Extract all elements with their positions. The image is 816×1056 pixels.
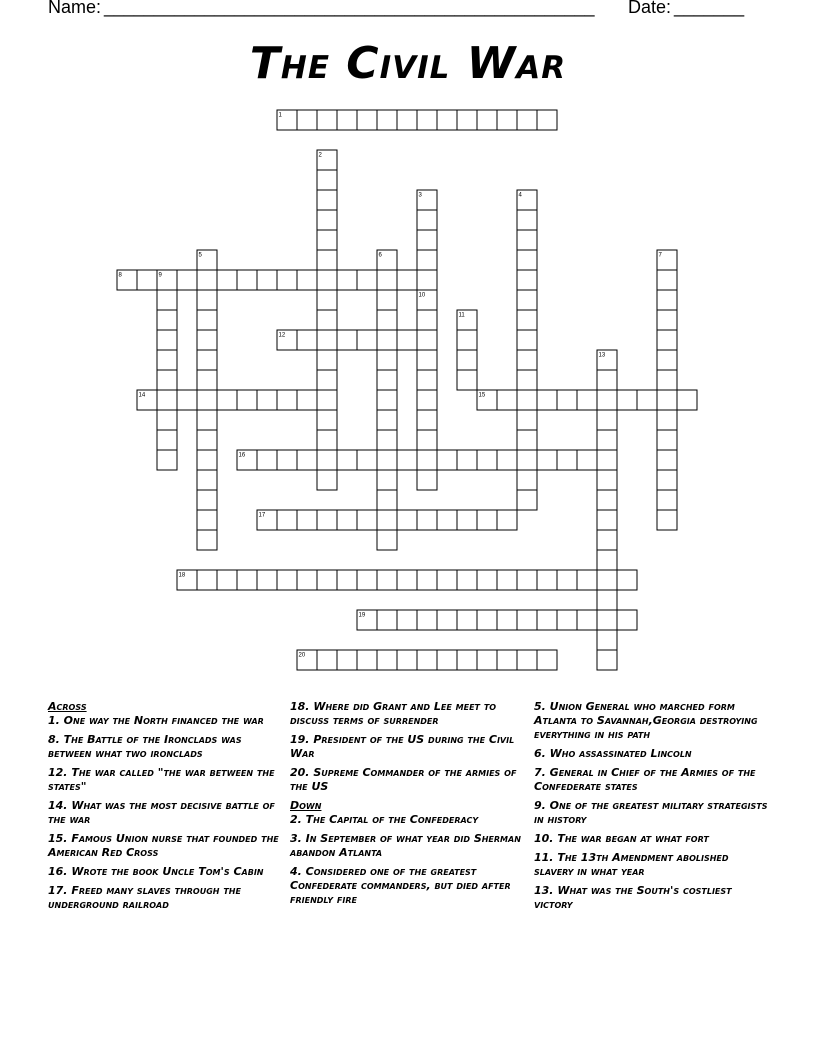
grid-cell[interactable] <box>277 390 297 410</box>
clue-down-6: 6. Who assassinated Lincoln <box>534 747 692 760</box>
grid-cell[interactable] <box>597 570 617 590</box>
grid-cell[interactable] <box>157 390 177 410</box>
grid-cell[interactable] <box>357 570 377 590</box>
grid-cell[interactable] <box>657 330 677 350</box>
grid-cell[interactable] <box>617 390 637 410</box>
grid-cell[interactable] <box>557 610 577 630</box>
grid-cell[interactable] <box>437 610 457 630</box>
grid-cell[interactable] <box>377 390 397 410</box>
clue-across-17: 17. Freed many slaves through the underground railroad <box>48 884 241 911</box>
grid-cell[interactable] <box>377 570 397 590</box>
cell-number: 4 <box>518 192 522 199</box>
grid-cell[interactable] <box>457 570 477 590</box>
grid-cell[interactable] <box>597 630 617 650</box>
cell-number: 3 <box>418 192 422 199</box>
grid-cell[interactable] <box>497 390 517 410</box>
grid-cell[interactable] <box>197 330 217 350</box>
grid-cell[interactable] <box>597 470 617 490</box>
grid-cell[interactable] <box>477 510 497 530</box>
grid-cell[interactable] <box>377 270 397 290</box>
grid-cell[interactable] <box>597 610 617 630</box>
cell-number: 16 <box>238 452 246 459</box>
clue-down-9: 9. One of the greatest military strategists in history <box>534 799 768 826</box>
clue-down-13: 13. What was the South's costliest victory <box>534 884 732 911</box>
grid-cell[interactable] <box>397 610 417 630</box>
grid-cell[interactable] <box>517 470 537 490</box>
grid-cell[interactable] <box>497 450 517 470</box>
name-blank[interactable]: _________________________________________________ <box>104 0 595 17</box>
grid-cell[interactable] <box>517 490 537 510</box>
grid-cell[interactable] <box>597 410 617 430</box>
name-label: Name: <box>48 0 102 17</box>
grid-cell[interactable] <box>297 510 317 530</box>
grid-cell[interactable] <box>337 330 357 350</box>
grid-cell[interactable] <box>597 590 617 610</box>
clues-column-1 <box>48 700 280 917</box>
grid-cell[interactable] <box>197 290 217 310</box>
grid-cell[interactable] <box>157 350 177 370</box>
cell-number: 2 <box>318 152 322 159</box>
grid-cell[interactable] <box>517 410 537 430</box>
grid-cell[interactable] <box>397 650 417 670</box>
grid-cell[interactable] <box>477 110 497 130</box>
grid-cell[interactable] <box>237 570 257 590</box>
clue-down-5: 5. Union General who marched form Atlanta to Savannah,Georgia destroying everything in his path <box>534 700 758 741</box>
clue-across-12: 12. The war called "the war between the states" <box>48 766 275 793</box>
grid-cell[interactable] <box>657 350 677 370</box>
grid-cell[interactable] <box>217 270 237 290</box>
grid-cell[interactable] <box>417 430 437 450</box>
grid-cell[interactable] <box>537 570 557 590</box>
grid-cell[interactable] <box>237 390 257 410</box>
grid-cell[interactable] <box>197 310 217 330</box>
grid-cell[interactable] <box>317 290 337 310</box>
grid-cell[interactable] <box>577 570 597 590</box>
grid-cell[interactable] <box>517 430 537 450</box>
grid-cell[interactable] <box>337 650 357 670</box>
grid-cell[interactable] <box>477 570 497 590</box>
cell-number: 1 <box>278 112 282 119</box>
grid-cell[interactable] <box>517 370 537 390</box>
grid-cell[interactable] <box>177 270 197 290</box>
grid-cell[interactable] <box>397 570 417 590</box>
grid-cell[interactable] <box>277 570 297 590</box>
grid-cell[interactable] <box>217 570 237 590</box>
grid-cell[interactable] <box>377 490 397 510</box>
grid-cell[interactable] <box>557 450 577 470</box>
grid-cell[interactable] <box>537 390 557 410</box>
grid-cell[interactable] <box>317 450 337 470</box>
grid-cell[interactable] <box>417 610 437 630</box>
grid-cell[interactable] <box>457 330 477 350</box>
grid-cell[interactable] <box>457 110 477 130</box>
grid-cell[interactable] <box>317 330 337 350</box>
grid-cell[interactable] <box>577 610 597 630</box>
grid-cell[interactable] <box>437 450 457 470</box>
grid-cell[interactable] <box>597 530 617 550</box>
cell-number: 18 <box>178 572 186 579</box>
grid-cell[interactable] <box>317 190 337 210</box>
grid-cell[interactable] <box>517 610 537 630</box>
clues-column-3 <box>534 700 770 917</box>
grid-cell[interactable] <box>517 650 537 670</box>
grid-cell[interactable] <box>197 410 217 430</box>
grid-cell[interactable] <box>377 470 397 490</box>
grid-cell[interactable] <box>517 230 537 250</box>
grid-cell[interactable] <box>377 450 397 470</box>
grid-cell[interactable] <box>377 290 397 310</box>
grid-cell[interactable] <box>437 570 457 590</box>
grid-cell[interactable] <box>337 570 357 590</box>
grid-cell[interactable] <box>357 110 377 130</box>
grid-cell[interactable] <box>317 230 337 250</box>
grid-cell[interactable] <box>417 330 437 350</box>
down-heading: Down <box>290 799 322 812</box>
grid-cell[interactable] <box>337 270 357 290</box>
across-heading: Across <box>48 700 87 713</box>
grid-cell[interactable] <box>317 370 337 390</box>
grid-cell[interactable] <box>197 270 217 290</box>
grid-cell[interactable] <box>657 510 677 530</box>
grid-cell[interactable] <box>377 510 397 530</box>
grid-cell[interactable] <box>317 310 337 330</box>
grid-cell[interactable] <box>217 390 237 410</box>
grid-cell[interactable] <box>377 610 397 630</box>
grid-cell[interactable] <box>597 430 617 450</box>
cell-number: 15 <box>478 392 486 399</box>
clues-section <box>48 700 768 950</box>
grid-cell[interactable] <box>237 270 257 290</box>
page-title: The Civil War <box>249 38 567 89</box>
grid-cell[interactable] <box>417 350 437 370</box>
grid-cell[interactable] <box>657 410 677 430</box>
grid-cell[interactable] <box>517 330 537 350</box>
clue-down-3: 3. In September of what year did Sherman abandon Atlanta <box>290 832 521 859</box>
grid-cell[interactable] <box>157 430 177 450</box>
cell-number: 8 <box>118 272 122 279</box>
grid-cell[interactable] <box>497 510 517 530</box>
grid-cell[interactable] <box>397 450 417 470</box>
grid-cell[interactable] <box>377 350 397 370</box>
grid-cell[interactable] <box>477 610 497 630</box>
grid-cell[interactable] <box>317 250 337 270</box>
clue-across-18: 18. Where did Grant and Lee meet to discuss terms of surrender <box>290 700 497 727</box>
grid-cell[interactable] <box>257 450 277 470</box>
grid-cell[interactable] <box>657 490 677 510</box>
grid-cell[interactable] <box>317 110 337 130</box>
grid-cell[interactable] <box>297 110 317 130</box>
grid-cell[interactable] <box>657 310 677 330</box>
grid-cell[interactable] <box>537 450 557 470</box>
grid-cell[interactable] <box>197 510 217 530</box>
grid-cell[interactable] <box>297 390 317 410</box>
clues-column-2 <box>290 700 528 912</box>
grid-cell[interactable] <box>337 510 357 530</box>
grid-cell[interactable] <box>517 210 537 230</box>
grid-cell[interactable] <box>537 650 557 670</box>
grid-cell[interactable] <box>657 390 677 410</box>
grid-cell[interactable] <box>197 390 217 410</box>
grid-cell[interactable] <box>377 310 397 330</box>
grid-cell[interactable] <box>657 470 677 490</box>
grid-cell[interactable] <box>297 450 317 470</box>
grid-cell[interactable] <box>417 390 437 410</box>
grid-cell[interactable] <box>517 110 537 130</box>
grid-cell[interactable] <box>317 350 337 370</box>
grid-cell[interactable] <box>597 650 617 670</box>
grid-cell[interactable] <box>157 330 177 350</box>
grid-cell[interactable] <box>657 450 677 470</box>
cell-number: 5 <box>198 252 202 259</box>
grid-cell[interactable] <box>457 350 477 370</box>
grid-cell[interactable] <box>317 410 337 430</box>
grid-cell[interactable] <box>457 610 477 630</box>
grid-cell[interactable] <box>377 650 397 670</box>
cell-number: 14 <box>138 392 146 399</box>
clue-across-20: 20. Supreme Commander of the armies of the US <box>290 766 517 793</box>
grid-cell[interactable] <box>157 370 177 390</box>
grid-cell[interactable] <box>497 610 517 630</box>
grid-cell[interactable] <box>317 430 337 450</box>
grid-cell[interactable] <box>617 570 637 590</box>
grid-cell[interactable] <box>377 370 397 390</box>
grid-cell[interactable] <box>417 650 437 670</box>
cell-number: 11 <box>458 312 465 319</box>
grid-cell[interactable] <box>197 370 217 390</box>
grid-cell[interactable] <box>317 470 337 490</box>
grid-cell[interactable] <box>137 270 157 290</box>
grid-cell[interactable] <box>277 510 297 530</box>
grid-cell[interactable] <box>457 450 477 470</box>
grid-cell[interactable] <box>417 370 437 390</box>
cell-number: 13 <box>598 352 606 359</box>
grid-cell[interactable] <box>417 470 437 490</box>
grid-cell[interactable] <box>617 610 637 630</box>
grid-cell[interactable] <box>257 390 277 410</box>
grid-cell[interactable] <box>417 210 437 230</box>
grid-cell[interactable] <box>317 210 337 230</box>
grid-cell[interactable] <box>597 510 617 530</box>
clue-across-8: 8. The Battle of the Ironclads was between what two ironclads <box>48 733 242 760</box>
grid-cell[interactable] <box>417 510 437 530</box>
grid-cell[interactable] <box>417 250 437 270</box>
grid-cell[interactable] <box>457 370 477 390</box>
grid-cell[interactable] <box>317 570 337 590</box>
grid-cell[interactable] <box>177 390 197 410</box>
grid-cell[interactable] <box>377 430 397 450</box>
grid-cell[interactable] <box>197 450 217 470</box>
grid-cell[interactable] <box>157 310 177 330</box>
grid-cell[interactable] <box>297 570 317 590</box>
grid-cell[interactable] <box>337 110 357 130</box>
grid-cell[interactable] <box>597 550 617 570</box>
grid-cell[interactable] <box>397 110 417 130</box>
clue-across-16: 16. Wrote the book Uncle Tom's Cabin <box>48 865 264 878</box>
grid-cell[interactable] <box>197 430 217 450</box>
grid-cell[interactable] <box>657 430 677 450</box>
grid-cell[interactable] <box>677 390 697 410</box>
grid-cell[interactable] <box>397 330 417 350</box>
date-label: Date: <box>628 0 672 17</box>
grid-cell[interactable] <box>557 390 577 410</box>
grid-cell[interactable] <box>457 650 477 670</box>
clue-down-11: 11. The 13th Amendment abolished slavery in what year <box>534 851 729 878</box>
grid-cell[interactable] <box>357 330 377 350</box>
grid-cell[interactable] <box>357 270 377 290</box>
date-blank[interactable]: _______ <box>674 0 745 17</box>
cell-number: 6 <box>378 252 382 259</box>
cell-number: 12 <box>278 332 286 339</box>
grid-cell[interactable] <box>297 330 317 350</box>
grid-cell[interactable] <box>337 450 357 470</box>
grid-cell[interactable] <box>317 510 337 530</box>
grid-cell[interactable] <box>297 270 317 290</box>
grid-cell[interactable] <box>417 230 437 250</box>
grid-cell[interactable] <box>317 650 337 670</box>
grid-cell[interactable] <box>397 270 417 290</box>
grid-cell[interactable] <box>597 490 617 510</box>
grid-cell[interactable] <box>197 470 217 490</box>
clue-across-14: 14. What was the most decisive battle of the war <box>48 799 275 826</box>
clue-across-15: 15. Famous Union nurse that founded the American Red Cross <box>48 832 279 859</box>
grid-cell[interactable] <box>437 110 457 130</box>
clue-down-10: 10. The war began at what fort <box>534 832 709 845</box>
grid-cell[interactable] <box>597 450 617 470</box>
grid-cell[interactable] <box>477 450 497 470</box>
grid-cell[interactable] <box>317 390 337 410</box>
grid-cell[interactable] <box>417 270 437 290</box>
clue-down-7: 7. General in Chief of the Armies of the Confederate states <box>534 766 756 793</box>
cell-number: 19 <box>358 612 366 619</box>
grid-cell[interactable] <box>277 270 297 290</box>
clue-across-19: 19. President of the US during the Civil War <box>290 733 515 760</box>
grid-cell[interactable] <box>657 290 677 310</box>
grid-cell[interactable] <box>517 350 537 370</box>
grid-cell[interactable] <box>437 650 457 670</box>
grid-cell[interactable] <box>517 570 537 590</box>
grid-cell[interactable] <box>537 610 557 630</box>
grid-cell[interactable] <box>377 410 397 430</box>
grid-cell[interactable] <box>437 510 457 530</box>
grid-cell[interactable] <box>357 450 377 470</box>
grid-cell[interactable] <box>517 450 537 470</box>
clue-down-2: 2. The Capital of the Confederacy <box>290 813 479 826</box>
cell-number: 9 <box>158 272 162 279</box>
grid-cell[interactable] <box>597 390 617 410</box>
grid-cell[interactable] <box>257 570 277 590</box>
grid-cell[interactable] <box>557 570 577 590</box>
grid-cell[interactable] <box>357 650 377 670</box>
grid-cell[interactable] <box>277 450 297 470</box>
grid-cell[interactable] <box>397 510 417 530</box>
grid-cell[interactable] <box>197 350 217 370</box>
grid-cell[interactable] <box>657 270 677 290</box>
grid-cell[interactable] <box>577 450 597 470</box>
grid-cell[interactable] <box>417 570 437 590</box>
grid-cell[interactable] <box>457 510 477 530</box>
grid-cell[interactable] <box>517 310 537 330</box>
grid-cell[interactable] <box>637 390 657 410</box>
grid-cell[interactable] <box>417 410 437 430</box>
grid-cell[interactable] <box>417 450 437 470</box>
grid-cell[interactable] <box>357 510 377 530</box>
clue-across-1: 1. One way the North financed the war <box>48 714 264 727</box>
grid-cell[interactable] <box>377 330 397 350</box>
grid-cell[interactable] <box>377 530 397 550</box>
cell-number: 10 <box>418 292 426 299</box>
grid-cell[interactable] <box>257 270 277 290</box>
grid-cell[interactable] <box>317 270 337 290</box>
grid-cell[interactable] <box>497 110 517 130</box>
grid-cell[interactable] <box>157 410 177 430</box>
grid-cell[interactable] <box>517 270 537 290</box>
grid-cell[interactable] <box>497 650 517 670</box>
grid-cell[interactable] <box>657 370 677 390</box>
grid-cell[interactable] <box>497 570 517 590</box>
grid-cell[interactable] <box>597 370 617 390</box>
grid-cell[interactable] <box>517 290 537 310</box>
cell-number: 17 <box>258 512 266 519</box>
clue-down-4: 4. Considered one of the greatest Confederate commanders, but died after friendly fire <box>290 865 511 906</box>
grid-cell[interactable] <box>417 110 437 130</box>
cell-number: 20 <box>298 652 306 659</box>
grid-cell[interactable] <box>477 650 497 670</box>
grid-cell[interactable] <box>577 390 597 410</box>
grid-cell[interactable] <box>197 530 217 550</box>
grid-cell[interactable] <box>157 450 177 470</box>
grid-cell[interactable] <box>537 110 557 130</box>
grid-cell[interactable] <box>417 310 437 330</box>
cell-number: 7 <box>658 252 662 259</box>
grid-cell[interactable] <box>377 110 397 130</box>
grid-cell[interactable] <box>197 490 217 510</box>
grid-cell[interactable] <box>157 290 177 310</box>
grid-cell[interactable] <box>517 250 537 270</box>
grid-cell[interactable] <box>517 390 537 410</box>
grid-cell[interactable] <box>317 170 337 190</box>
grid-cell[interactable] <box>197 570 217 590</box>
